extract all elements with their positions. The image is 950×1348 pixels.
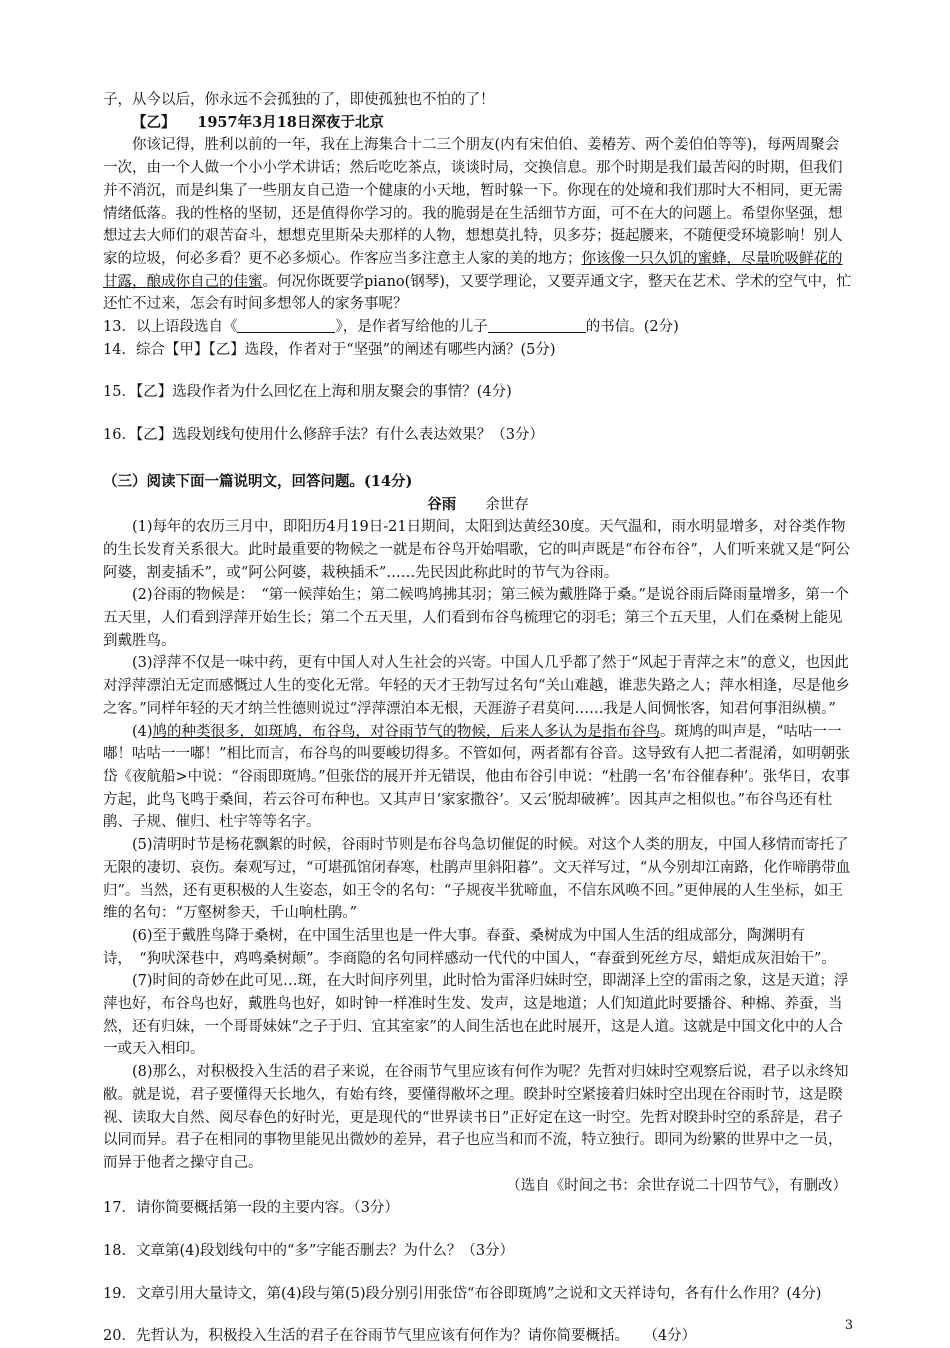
- question-18: 18．文章第(4)段划线句中的“多”字能否删去？为什么？（3分）: [103, 1243, 515, 1260]
- q13-part-a: 13．以上语段选自《: [103, 319, 238, 336]
- paragraph-6: (6)至于戴胜鸟降于桑树，在中国生活里也是一件大事。春蚕、桑树成为中国人生活的组成部分，陶渊明有诗， “狗吠深巷中，鸡鸣桑树颠”。李商隐的名句同样感动一代代的中国人，“春蚕到死丝方尽，蜡炬成灰泪始干”。: [103, 927, 836, 967]
- article-title-line: [103, 494, 853, 517]
- section-3-heading: （三）阅读下面一篇说明文，回答问题。(14分): [103, 472, 413, 490]
- yi-passage: [103, 134, 853, 316]
- yi-text-a: 你该记得，胜利以前的一年，我在上海集合十二三个朋友(内有宋伯伯、姜椿芳、两个姜伯伯等等)，每两周聚会一次，由一个人做一个小小学术讲话；然后吃吃茶点，谈谈时局，交换信息。那个时期是我们最苦闷的时期，但我们并不消沉，而是纠集了一些朋友自己造一个健康的小天地，暂时躲一下。你现在的处境和我们那时大不相同，更无需情绪低落。我的性格的坚韧，还是值得你学习的。我的脆弱是在生活细节方面，可不在大的问题上。希望你坚强，想想过去大师们的艰苦奋斗，想想克里斯朵夫那样的人物，想想莫扎特，贝多芬；挺起腰来，不随便受环境影响！别人家的垃圾，何必多看？更不必多烦心。作客应当多注意主人家的美的地方；: [103, 137, 843, 267]
- document-page: [103, 89, 853, 1348]
- yi-text-b: 。何况你既要学piano(钢琴)，又要学理论，又要弄通文字，整天在艺术、学术的空气中，忙还忙不过来，怎会有时间多想邻人的家务事呢？: [103, 273, 851, 313]
- question-17: 17．请你简要概括第一段的主要内容。（3分）: [103, 1200, 399, 1217]
- paragraph-3: (3)浮萍不仅是一味中药，更有中国人对人生社会的兴寄。中国人几乎都了然于“风起于青萍之末”的意义，也因此对浮萍漂泊无定而感慨过人生的变化无常。年轻的天才王勃写过名句“关山难越，谁悲失路之人；萍水相逢，尽是他乡之客。”同样年轻的天才纳兰性德则说过“浮萍漂泊本无根，天涯游子君莫问……我是人间惆怅客，知君何事泪纵横。”: [103, 655, 850, 717]
- p4-number: (4): [132, 723, 153, 740]
- answer-space: [103, 447, 853, 471]
- paragraph-4: [103, 721, 853, 835]
- question-15: 15．【乙】选段作者为什么回忆在上海和朋友聚会的事情？(4分): [103, 384, 512, 401]
- page-number: 3: [844, 1318, 853, 1333]
- article-title: 谷雨: [427, 495, 457, 513]
- answer-space: [103, 361, 853, 381]
- question-16: 16．【乙】选段划线句使用什么修辞手法？有什么表达效果？（3分）: [103, 427, 544, 444]
- article-author: 余世存: [485, 496, 529, 513]
- q13-part-b: 》，是作者写给他的儿子: [335, 319, 488, 336]
- yi-heading: 【乙】 1957年3月18日深夜于北京: [132, 113, 384, 131]
- answer-blank[interactable]: [237, 318, 335, 333]
- question-13: [103, 316, 853, 339]
- paragraph-5: (5)清明时节是杨花飘絮的时候，谷雨时节则是布谷鸟急切催促的时候。对这个人类的朋友，中国人移情而寄托了无限的凄切、哀伤。秦观写过，“可堪孤馆闭春寒，杜鹃声里斜阳暮”。文天祥写过，“从今别却江南路，化作啼鹃带血归”。当然，还有更积极的人生姿态，如王令的名句：“子规夜半犹啼血，不信东风唤不回。”更伸展的人生坐标，如王维的名句：“万壑树参天，千山响杜鹃。”: [103, 837, 851, 922]
- paragraph-7: (7)时间的奇妙在此可见…斑，在大时间序列里，此时恰为雷泽归妹时空，即湖泽上空的雷雨之象，这是天道；浮萍也好，布谷鸟也好，戴胜鸟也好，如时钟一样准时生发、发声，这是地道；人们知道此时要播谷、种棉、养蚕，当然，还有归妹，一个哥哥妹妹“之子于归、宜其室家”的人间生活也在此时展开，这是人道。这就是中国文化中的人合一或天入相印。: [103, 973, 849, 1058]
- answer-blank[interactable]: [488, 318, 586, 333]
- question-19: 19．文章引用大量诗文，第(4)段与第(5)段分别引用张岱“布谷即斑鸠”之说和文天祥诗句，各有什么作用？(4分): [103, 1285, 822, 1302]
- question-20: 20．先哲认为，积极投入生活的君子在谷雨节气里应该有何作为？请你简要概括。 （4分）: [103, 1328, 697, 1345]
- paragraph-1: (1)每年的农历三月中，即阳历4月19日-21日期间，太阳到达黄经30度。天气温和，雨水明显增多，对谷类作物的生长发育关系很大。此时最重要的物候之一就是布谷鸟开始唱歌，它的叫声既是“布谷布谷”，人们听来就又是“阿公阿婆，割麦插禾”，或“阿公阿婆，栽秧插禾”……先民因此称此时的节气为谷雨。: [103, 519, 851, 581]
- answer-space: [103, 1220, 853, 1240]
- paragraph-8: (8)那么，对积极投入生活的君子来说，在谷雨节气里应该有何作为呢？先哲对归妹时空观察后说，君子以永终知敝。就是说，君子要懂得天长地久，有始有终，要懂得敝坏之理。睽卦时空紧接着归妹时空出现在谷雨时节，这是睽视、读取大自然、阅尽春色的好时光，更是现代的“世界读书日”正好定在这一时空。先哲对睽卦时空的系辞是，君子以同而异。君子在相同的事物里能见出微妙的差异，君子也应当和而不流，特立独行。即同为纷繁的世界中之一员，而异于他者之操守自己。: [103, 1064, 849, 1171]
- yi-underlined-sentence: 你该像一只久饥的蜜蜂，尽量吮吸鲜花的甘露，酿成你自己的佳蜜: [103, 250, 843, 290]
- answer-space: [103, 404, 853, 424]
- p4-underlined-sentence: 鸠的种类很多，如斑鸠，布谷鸟，对谷雨节气的物候，后来人多认为是指布谷鸟: [152, 723, 661, 740]
- answer-space: [103, 1263, 853, 1283]
- paragraph-2: (2)谷雨的物候是： “第一候萍始生；第二候鸣鸠拂其羽；第三候为戴胜降于桑。”是说谷雨后降雨量增多，第一个五天里，人们看到浮萍开始生长；第二个五天里，人们看到布谷鸟梳理它的羽毛；第三个五天里，人们在桑树上能见到戴胜鸟。: [103, 587, 849, 649]
- answer-space: [103, 1305, 853, 1325]
- previous-text-line: 子，从今以后，你永远不会孤独的了，即使孤独也不怕的了！: [103, 92, 495, 108]
- p4-rest: 。斑鸠的叫声是，“咕咕一一嘟！咕咕一一嘟！”相比而言，布谷鸟的叫要峻切得多。不管如何，两者都有谷音。这导致有人把二者混淆，如明朝张岱《夜航船>中说：“谷雨即斑鸠。”但张岱的展开并无错误，他由布谷引申说：“杜鹃一名‘布谷催春种’。张华日，农事方起，此鸟飞鸣于桑间，若云谷可布种也。又其声日‘家家撒谷’。又云‘脱却破裤’。因其声之相似也。”布谷鸟还有杜鹃、子规、催归、杜宇等等名字。: [103, 723, 850, 831]
- source-citation: （选自《时间之书：余世存说二十四节气》，有删改）: [506, 1177, 847, 1194]
- q13-part-c: 的书信。(2分): [585, 319, 679, 336]
- question-14: 14．综合【甲】【乙】选段，作者对于“坚强”的阐述有哪些内涵？(5分): [103, 341, 556, 358]
